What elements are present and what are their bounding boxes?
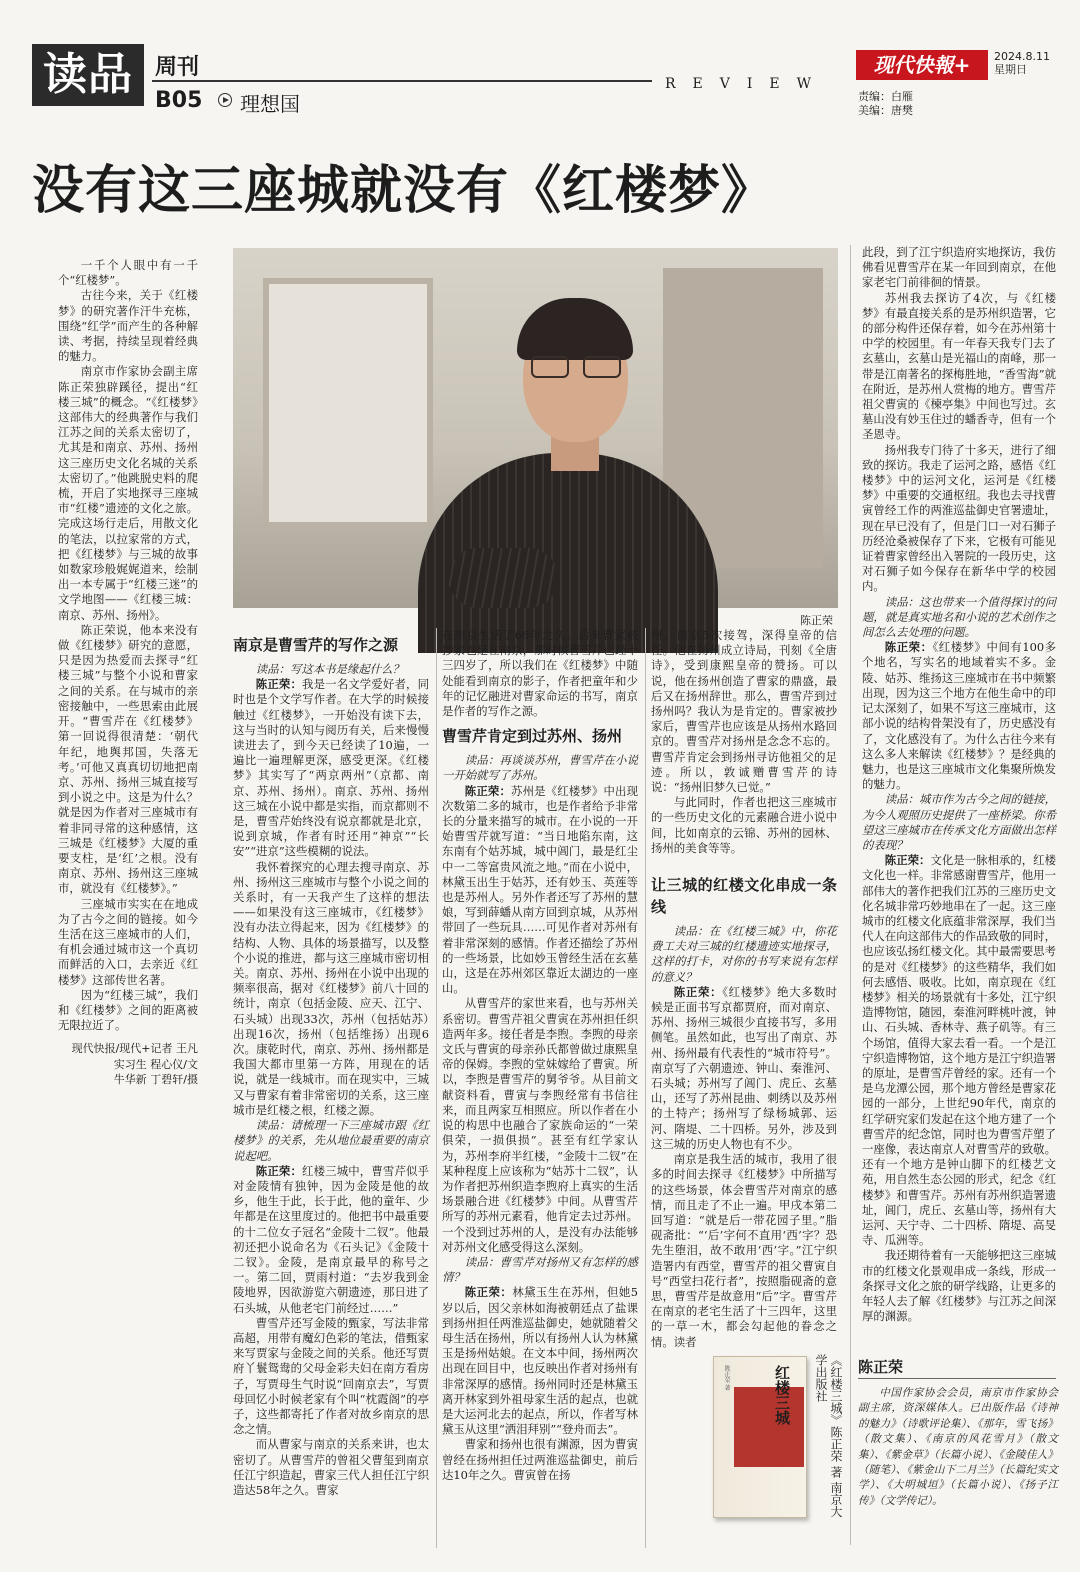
interview-answer <box>442 1285 638 1437</box>
answer-text: 文化是一脉相承的，红楼文化也一样。非常感谢曹雪芹，他用一部伟大的著作把我们江苏的三座历史文化名城非常巧妙地串在了一起。这三座城市的红楼文化底蕴非常深厚，我们当代人在向这部伟大的作品致敬的同时，也应该弘扬红楼文化。其中最需要思考的是对《红楼梦》的这些精华，我们如何去感悟、吸收。比如，南京现在《红楼梦》相关的场景就有十多处，江宁织造博物馆，随园，秦淮河畔桃叶渡，钟山、石头城、香林寺、燕子矶等。有三个场馆，值得大家去看一看。一个是江宁织造博物馆，这个地方是江宁织造署的原址，是曹雪芹曾经的家。还有一个是乌龙潭公园，那个地方曾经是曹家花园的一部分，上世纪90年代，南京的红学研究家们发起在这个地方建了一个曹雪芹的纪念馆，同时也为曹雪芹塑了一座像，表达南京人对曹雪芹的致敬。还有一个地方是钟山脚下的红楼艺文苑，用自然生态公园的形式，纪念《红楼梦》和曹雪芹。苏州有苏州织造署遗址，阊门，虎丘、玄墓山等，扬州有大运河、天宁寺、二十四桥、隋堤、高旻寺、瓜洲等。 <box>862 853 1056 1248</box>
interview-answer <box>233 677 429 859</box>
answer-text: 我是一名文学爱好者，同时也是个文学写作者。在大学的时候接触过《红楼梦》，一开始没有读下去，这与当时的认知与阅历有关，后来慢慢读进去了，到今天已经读了10遍，一遍比一遍理解更深，感受更深。《红楼梦》其实写了“两京两州”（京都、南京、苏州、扬州）。南京、苏州、扬州这三城在小说中都是实指，而京都则不是，曹雪芹始终没有说京都就是北京，说到京城，作者有时还用“神京”“长安”“进京”这些模糊的说法。 <box>233 677 429 859</box>
column-divider <box>645 628 646 1548</box>
speaker-label: 陈正荣： <box>255 1163 303 1178</box>
answer-text: 《红楼梦》绝大多数时候是正面书写京都贾府，而对南京、苏州、扬州三城很少直接书写，多用侧笔。虽然如此，也写出了南京、苏州、扬州最有代表性的“城市符号”。南京写了六朝遗迹、钟山、秦淮河、石头城；苏州写了阊门、虎丘、玄墓山，还写了苏州昆曲、刺绣以及苏州的土特产；扬州写了绿杨城郭、运河、隋堤、二十四桥。另外，涉及到这三城的历史人物也有不少。 <box>651 984 837 1151</box>
photo-hair <box>517 298 633 360</box>
cover-author: 陈正荣 著 <box>723 1365 730 1391</box>
interview-answer <box>651 985 837 1152</box>
answer-text: 《红楼梦》中间有100多个地名，写实名的地域着实不多。金陵、姑苏、维扬这三座城市在书中频繁出现，因为这三个地方在他生命中的印记太深刻了，如果不写这三座城市，这部小说的结构骨架没有了，历史感没有了，文化感没有了。为什么古往今来有这么多人来解读《红楼梦》？是经典的魅力，也是这三座城市文化集聚所焕发的魅力。 <box>862 640 1056 792</box>
speaker-label: 陈正荣： <box>255 677 303 692</box>
cover-title: 红楼三城 <box>773 1365 791 1425</box>
paragraph: 一千个人眼中有一千个“红楼梦”。 <box>58 258 198 288</box>
column-divider <box>850 245 851 1545</box>
paragraph: 南京是我生活的城市，我用了很多的时间去探寻《红楼梦》中所描写的这些场景，体会曹雪芹对南京的感情，而且走了不止一遍。甲戌本第二回写道：“就是后一带花园子里。”脂砚斋批：“‘后’字何不直用‘西’字？恐先生堕泪，故不敢用‘西’字。”江宁织造署内有西堂，曹雪芹的祖父曹寅自号“西堂扫花行者”，按照脂砚斋的意思，曹雪芹是故意用“后”字。曹雪芹在南京的老宅生活了十三四年，这里的一草一木，都会勾起他的眷念之情。读者 <box>651 1152 837 1349</box>
interview-answer <box>442 784 638 997</box>
author-name: 陈正荣 <box>858 1358 904 1376</box>
paragraph: 我还期待着有一天能够把这三座城市的红楼文化景观串成一条线，形成一条探寻文化之旅的研学线路，让更多的年轻人去了解《红楼梦》与江苏之间深厚的渊源。 <box>862 1248 1056 1324</box>
paragraph: 苏州我去探访了4次，与《红楼梦》有最直接关系的是苏州织造署，它的部分构件还保存着，如今在苏州第十中学的校园里。有一年春天我专门去了玄墓山，玄墓山是光福山的南峰，那一带是江南著名的探梅胜地，“香雪海”就在附近，是苏州人赏梅的地方。曹雪芹祖父曹寅的《楝亭集》中间也写过。玄墓山没有妙玉住过的蟠香寺，但有一个圣恩寺。 <box>862 290 1056 442</box>
interview-question: 读品：城市作为古今之间的链接，为今人观照历史提供了一座桥梁。你希望这三座城市在传承文化方面做出怎样的表现？ <box>862 792 1056 852</box>
subheading: 让三城的红楼文化串成一条线 <box>651 876 837 917</box>
paragraph: 三座城市实实在在地成为了古今之间的链接。如今生活在这三座城市的人们，有机会通过城市这一个真切而鲜活的入口，去亲近《红楼梦》这部传世名著。 <box>58 896 198 987</box>
paragraph: 古往今来，关于《红楼梦》的研究著作汗牛充栋，围绕“红学”而产生的各种解读、考据，持续呈现着经典的魅力。 <box>58 288 198 364</box>
paragraph: 南京市作家协会副主席陈正荣独辟蹊径，提出“红楼三城”的概念。“《红楼梦》这部伟大的经典著作与我们江苏之间的关系太密切了，尤其是和南京、苏州、扬州这三座历史文化名城的关系太密切了。”他跳脱史料的爬梳，开启了实地探寻三座城市“红楼”遗迹的文化之旅。完成这场行走后，用散文化的笔法，以拉家常的方式，把《红楼梦》与三城的故事如数家珍般娓娓道来，绘制出一本专属于“红楼三迷”的文学地图——《红楼三城：南京、苏州、扬州》。 <box>58 364 198 622</box>
photo-glasses <box>529 356 623 378</box>
intro-column <box>58 258 198 1258</box>
speaker-label: 陈正荣： <box>464 1285 513 1300</box>
photo-arm <box>448 548 558 608</box>
interview-answer <box>862 640 1056 792</box>
byline-photo: 牛华新 丁碧轩/摄 <box>113 1072 198 1086</box>
author-divider <box>858 1378 1056 1379</box>
speaker-label: 陈正荣： <box>884 853 931 868</box>
photo-caption: 陈正荣 <box>800 614 833 627</box>
byline <box>58 1041 198 1087</box>
answer-text: 红楼三城中，曹雪芹似乎对金陵情有独钟，因为金陵是他的故乡，他生于此，长于此，他的童年、少年都是在这里度过的。他把书中最重要的十二位女子冠名“金陵十二钗”。他最初还把小说命名为《石头记》《金陵十二钗》。金陵，是南京最早的称号之一。第二回，贾雨村道：“去岁我到金陵地界，因欲游览六朝遗迹，那日进了石头城，从他老宅门前经过……” <box>233 1163 429 1315</box>
speaker-label: 陈正荣： <box>464 783 512 798</box>
paragraph: 在南京生活了66年之久。后来曹家被抄家也是在南京，那时候曹雪芹已经十三四岁了，所以我们在《红楼梦》中随处能看到南京的影子，作者把童年和少年的记忆融进对曹家命运的书写，南京是作者的写作之源。 <box>442 628 638 719</box>
paragraph: 与此同时，作者也把这三座城市的一些历史文化的元素融合进小说中间，比如南京的云锦、苏州的园林、扬州的美食等等。 <box>651 795 837 855</box>
subheading: 南京是曹雪芹的写作之源 <box>233 636 399 654</box>
interview-question: 读品：在《红楼三城》中，你花费工夫对三城的红楼遗迹实地探寻，这样的打卡，对你的书写来说有怎样的意义？ <box>651 924 837 984</box>
interview-question: 读品：写这本书是缘起什么？ <box>255 662 404 676</box>
interview-question: 读品：再谈谈苏州，曹雪芹在小说一开始就写了苏州。 <box>442 753 638 783</box>
cover-illustration <box>734 1387 804 1467</box>
weekday-text: 星期日 <box>994 63 1027 76</box>
author-photo <box>233 248 838 608</box>
paragraph: 而从曹家与南京的关系来讲，也太密切了。从曹雪芹的曾祖父曹玺到南京任江宁织造起，曹家三代人担任江宁织造达58年之久。曹家 <box>233 1437 429 1497</box>
article-column-3 <box>442 628 638 1553</box>
header-divider <box>152 80 652 82</box>
paragraph: 曹家和扬州也很有渊源，因为曹寅曾经在扬州担任过两淮巡盐御史，前后达10年之久。曹寅曾在扬 <box>442 1437 638 1482</box>
article-column-2 <box>233 628 429 1553</box>
paragraph: 因为“红楼三城”，我们和《红楼梦》之间的距离被无限拉近了。 <box>58 987 198 1033</box>
paragraph: 陈正荣说，他本来没有做《红楼梦》研究的意愿，只是因为热爱而去探寻“红楼三城”与整个小说和曹家之间的关系。在与城市的亲密接触中，一些思索由此展开。“曹雪芹在《红楼梦》第一回说得很清楚：‘朝代年纪，地舆邦国，失落无考。’可他又真真切切地把南京、苏州、扬州三城直接写到小说之中。这是为什么？就是因为作者对三座城市有着非同寻常的这种感情，这三城是《红楼梦》大厦的重要支柱，是‘红’之根。没有南京、苏州、扬州这三座城市，就没有《红楼梦》。” <box>58 622 198 896</box>
paragraph: 曹雪芹还写金陵的甄家，写法非常高超，用带有魔幻色彩的笔法，借甄家来写贾家与金陵之间的关系。他还写贾府丫鬟鸳鸯的父母金彩夫妇在南方看房子，写贾母生气时说“回南京去”，写贾母回忆小时候老家有个叫“枕霞阁”的亭子，这些都寄托了作者对故乡南京的思念之情。 <box>233 1315 429 1437</box>
speaker-label: 陈正荣： <box>884 640 933 655</box>
subheading: 曹雪芹肯定到过苏州、扬州 <box>442 727 623 746</box>
editor-credit: 责编：白雁 <box>858 90 913 103</box>
author-bio: 中国作家协会会员，南京市作家协会副主席，资深媒体人。已出版作品《诗神的魅力》（诗歌评论集）、《那年，雪飞扬》（散文集）、《南京的风花雪月》（散文集）、《紫金草》（长篇小说）、《金陵佳人》（随笔）、《紫金山下二月兰》（长篇纪实文学）、《大明城垣》（长篇小说）、《扬子江传》（文学传记）。 <box>858 1387 1058 1507</box>
interview-answer <box>233 1164 429 1316</box>
interview-answer <box>862 853 1056 1248</box>
section-name: 理想国 <box>240 92 300 116</box>
byline-reporter: 现代快报/现代+记者 王凡 <box>71 1042 198 1056</box>
interview-question: 读品：请梳理一下三座城市跟《红楼梦》的关系，先从地位最重要的南京说起吧。 <box>233 1118 429 1163</box>
paragraph: 扬州我专门待了十多天，进行了细致的探访。我走了运河之路，感悟《红楼梦》中的运河文化，运河是《红楼梦》中重要的交通枢纽。我也去寻找曹寅曾经工作的两淮巡盐御史官署遗址，现在早已没有了，但是门口一对石狮子历经沧桑被保存了下来，它极有可能见证着曹家曾经出入署院的一段历史，这对石狮子如今保存在新华中学的校园内。 <box>862 442 1056 594</box>
article-headline: 没有这三座城就没有《红楼梦》 <box>32 161 775 221</box>
book-info: 《红楼三城》陈正荣 著 南京大学出版社 <box>814 1354 843 1518</box>
answer-text: 林黛玉生在苏州，但她5岁以后，因父亲林如海被朝廷点了盐课到扬州担任两淮巡盐御史，她就随着父母生活在扬州，所以有扬州人认为林黛玉是扬州姑娘。在文本中间，扬州两次出现在回目中，也反映出作者对扬州有非常深厚的感情。扬州同时还是林黛玉离开林家到外祖母家生活的起点，也就是大运河北去的起点，所以，作者写林黛玉从这里“洒泪拜别”“登舟而去”。 <box>442 1285 638 1437</box>
date-text: 2024.8.11 <box>994 50 1050 63</box>
article-column-4 <box>651 628 837 1349</box>
issue-date <box>994 50 1050 76</box>
interview-question: 读品：曹雪芹对扬州又有怎样的感情？ <box>442 1254 638 1285</box>
answer-text: 苏州是《红楼梦》中出现次数第二多的城市，也是作者给予非常长的分量来描写的城市。在小说的一开始曹雪芹就写道：“当日地陷东南，这东南有个姑苏城，城中阊门，最是红尘中一二等富贵风流之地。”而在小说中，林黛玉出生于姑苏，还有妙玉、英莲等也是苏州人。另外作者还写了苏州的慧娘，写到薛蟠从南方回到京城，从苏州带回了一些玩具……可见作者对苏州有着非常深刻的感情。作者还描绘了苏州的一些场景，比如妙玉曾经生活在玄墓山，这是在苏州郊区靠近太湖边的一座山。 <box>442 783 638 996</box>
article-column-5 <box>862 245 1056 1335</box>
page-number: B05 <box>155 88 203 113</box>
designer-credit: 美编：唐樊 <box>858 104 913 117</box>
interview-question: 读品：这也带来一个值得探讨的问题，就是真实地名和小说的艺术创作之间怎么去处理的问题。 <box>862 594 1056 640</box>
brand-logo: 现代快報+ <box>856 50 988 80</box>
review-label: REVIEW <box>665 76 829 92</box>
paragraph: 我怀着探究的心理去搜寻南京、苏州、扬州这三座城市与整个小说之间的关系时，有一天我产生了这样的想法——如果没有这三座城市，《红楼梦》没有办法立得起来，因为《红楼梦》的结构、人物、具体的场景描写，以及整个小说的推进，都与这三座城市密切相关。南京、苏州、扬州在小说中出现的频率很高，据对《红楼梦》前八十回的统计，南京（包括金陵、应天、江宁、石头城）出现33次，苏州（包括姑苏）出现16次，扬州（包括维扬）出现6次。康乾时代，南京、苏州、扬州都是我国大都市里第一方阵，用现在的话说，就是一线城市。而在现实中，三城又与曹家有着非常密切的关系，这三座城市是红楼之根，红楼之源。 <box>233 859 429 1117</box>
play-arrow-icon <box>218 93 232 107</box>
editor-credits <box>858 90 913 118</box>
newspaper-logo: 读品 <box>32 44 144 106</box>
byline-intern: 实习生 程心仪/文 <box>113 1057 198 1071</box>
weekly-label: 周刊 <box>155 55 200 80</box>
photo-window <box>263 278 433 528</box>
speaker-label: 陈正荣： <box>673 984 723 999</box>
paragraph: 此段，到了江宁织造府实地探访，我仿佛看见曹雪芹在某一年回到南京，在他家老宅门前徘徊的情景。 <box>862 245 1056 290</box>
paragraph: 从曹雪芹的家世来看，也与苏州关系密切。曹雪芹祖父曹寅在苏州担任织造两年多。接任者是李煦。李煦的母亲文氏与曹寅的母亲孙氏都曾做过康熙皇帝的保姆。李煦的堂妹嫁给了曹寅。所以，李煦是曹雪芹的舅爷爷。从目前文献资料看，曹寅与李煦经常有书信往来，而且两家互相照应。所以作者在小说的构思中也融合了家族命运的“一荣俱荣，一损俱损”。甚至有红学家认为，苏州李府半红楼，“金陵十二钗”在某种程度上应该称为“姑苏十二钗”，认为作者把苏州织造李煦府上真实的生活场景融合进《红楼梦》中间。从曹雪芹所写的苏州元素看，他肯定去过苏州。一个没到过苏州的人，是没有办法能够对苏州文化感受得这么深刻。 <box>442 996 638 1254</box>
paragraph: 州、南京5次接驾，深得皇帝的信任。他在扬州成立诗局，刊刻《全唐诗》，受到康熙皇帝的赞扬。可以说，他在扬州创造了曹家的鼎盛，最后又在扬州辞世。那么，曹雪芹到过扬州吗？我认为是肯定的。曹家被抄家后，曹雪芹也应该是从扬州水路回京的。曹雪芹对扬州是念念不忘的。曹雪芹肯定会到扬州寻访他祖父的足迹。所以，敦诚赠曹雪芹的诗说：“扬州旧梦久已觉。” <box>651 628 837 795</box>
column-divider <box>436 628 437 1548</box>
book-cover <box>713 1356 807 1518</box>
